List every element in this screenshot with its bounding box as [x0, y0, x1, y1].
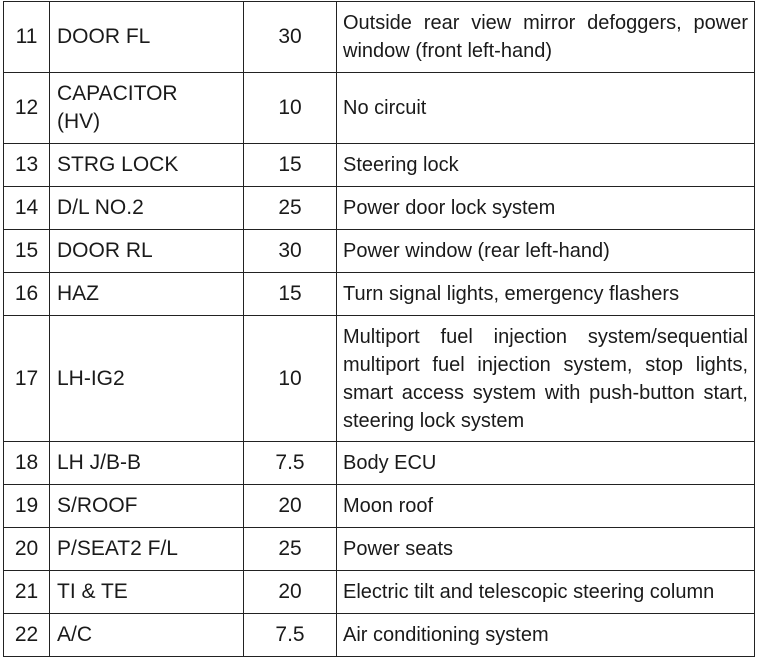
table-row [4, 2, 755, 73]
fuse-name-text: CAPACITOR (HV) [57, 82, 178, 133]
fuse-ampere: 25 [244, 528, 337, 571]
table-row [4, 571, 755, 614]
fuse-circuit-text: Body ECU [343, 452, 437, 474]
fuse-circuit [337, 73, 755, 144]
table-row [4, 528, 755, 571]
fuse-ampere: 20 [244, 571, 337, 614]
fuse-number: 20 [4, 528, 50, 571]
fuse-circuit [337, 528, 755, 571]
fuse-circuit-text: Multiport fuel injection system/sequential multiport fuel injection system, stop lights, smart access system with push-button start, steering lock system [343, 325, 748, 432]
fuse-circuit-text: No circuit [343, 97, 427, 119]
fuse-circuit-text: Moon roof [343, 495, 434, 517]
fuse-name-text: STRG LOCK [57, 153, 179, 176]
table-row [4, 144, 755, 187]
table-row [4, 230, 755, 273]
table-row [4, 614, 755, 657]
fuse-number: 19 [4, 485, 50, 528]
table-row [4, 316, 755, 442]
fuse-name [50, 614, 244, 657]
fuse-circuit [337, 485, 755, 528]
fuse-number: 15 [4, 230, 50, 273]
table-row [4, 273, 755, 316]
fuse-ampere: 10 [244, 73, 337, 144]
fuse-ampere: 20 [244, 485, 337, 528]
fuse-name [50, 144, 244, 187]
fuse-number: 16 [4, 273, 50, 316]
fuse-name [50, 316, 244, 442]
fuse-circuit-text: Power door lock system [343, 197, 556, 219]
fuse-circuit-text: Outside rear view mirror defoggers, power window (front left-hand) [343, 12, 748, 62]
fuse-name [50, 485, 244, 528]
fuse-ampere: 30 [244, 2, 337, 73]
fuse-name-text: LH-IG2 [57, 366, 125, 390]
fuse-circuit [337, 230, 755, 273]
fuse-name [50, 442, 244, 485]
table-row [4, 485, 755, 528]
fuse-name-text: P/SEAT2 F/L [57, 537, 178, 560]
fuse-ampere: 7.5 [244, 442, 337, 485]
fuse-number: 18 [4, 442, 50, 485]
table-row [4, 442, 755, 485]
fuse-ampere: 7.5 [244, 614, 337, 657]
fuse-circuit [337, 144, 755, 187]
table-row [4, 73, 755, 144]
fuse-circuit [337, 442, 755, 485]
fuse-ampere: 25 [244, 187, 337, 230]
fuse-circuit [337, 273, 755, 316]
fuse-ampere: 15 [244, 273, 337, 316]
fuse-number: 21 [4, 571, 50, 614]
fuse-ampere: 15 [244, 144, 337, 187]
fuse-name-text: S/ROOF [57, 494, 138, 517]
fuse-number: 12 [4, 73, 50, 144]
fuse-name [50, 571, 244, 614]
fuse-circuit [337, 614, 755, 657]
fuse-ampere: 10 [244, 316, 337, 442]
fuse-name [50, 73, 244, 144]
fuse-name-text: HAZ [57, 282, 99, 305]
fuse-number: 13 [4, 144, 50, 187]
fuse-number: 22 [4, 614, 50, 657]
fuse-name [50, 528, 244, 571]
fuse-circuit-text: Turn signal lights, emergency flashers [343, 283, 680, 305]
fuse-circuit [337, 316, 755, 442]
fuse-number: 11 [4, 2, 50, 73]
fuse-name-text: TI & TE [57, 580, 128, 603]
fuse-name-text: DOOR FL [57, 25, 151, 48]
fuse-name-text: DOOR RL [57, 239, 153, 262]
fuse-name-text: LH J/B-B [57, 451, 142, 474]
table-row [4, 187, 755, 230]
fuse-name-text: D/L NO.2 [57, 196, 144, 219]
fuse-number: 14 [4, 187, 50, 230]
fuse-circuit-text: Power seats [343, 538, 454, 560]
fuse-circuit-text: Steering lock [343, 154, 459, 176]
fuse-number: 17 [4, 316, 50, 442]
fuse-circuit [337, 2, 755, 73]
fuse-circuit-text: Air conditioning system [343, 624, 549, 646]
fuse-name [50, 230, 244, 273]
fuse-name [50, 2, 244, 73]
fuse-circuit [337, 571, 755, 614]
fuse-name-text: A/C [57, 623, 93, 646]
fuse-circuit-text: Electric tilt and telescopic steering column [343, 581, 715, 603]
fuse-circuit [337, 187, 755, 230]
fuse-name [50, 187, 244, 230]
fuse-circuit-text: Power window (rear left-hand) [343, 240, 610, 262]
fuse-table [3, 1, 755, 657]
fuse-name [50, 273, 244, 316]
fuse-ampere: 30 [244, 230, 337, 273]
